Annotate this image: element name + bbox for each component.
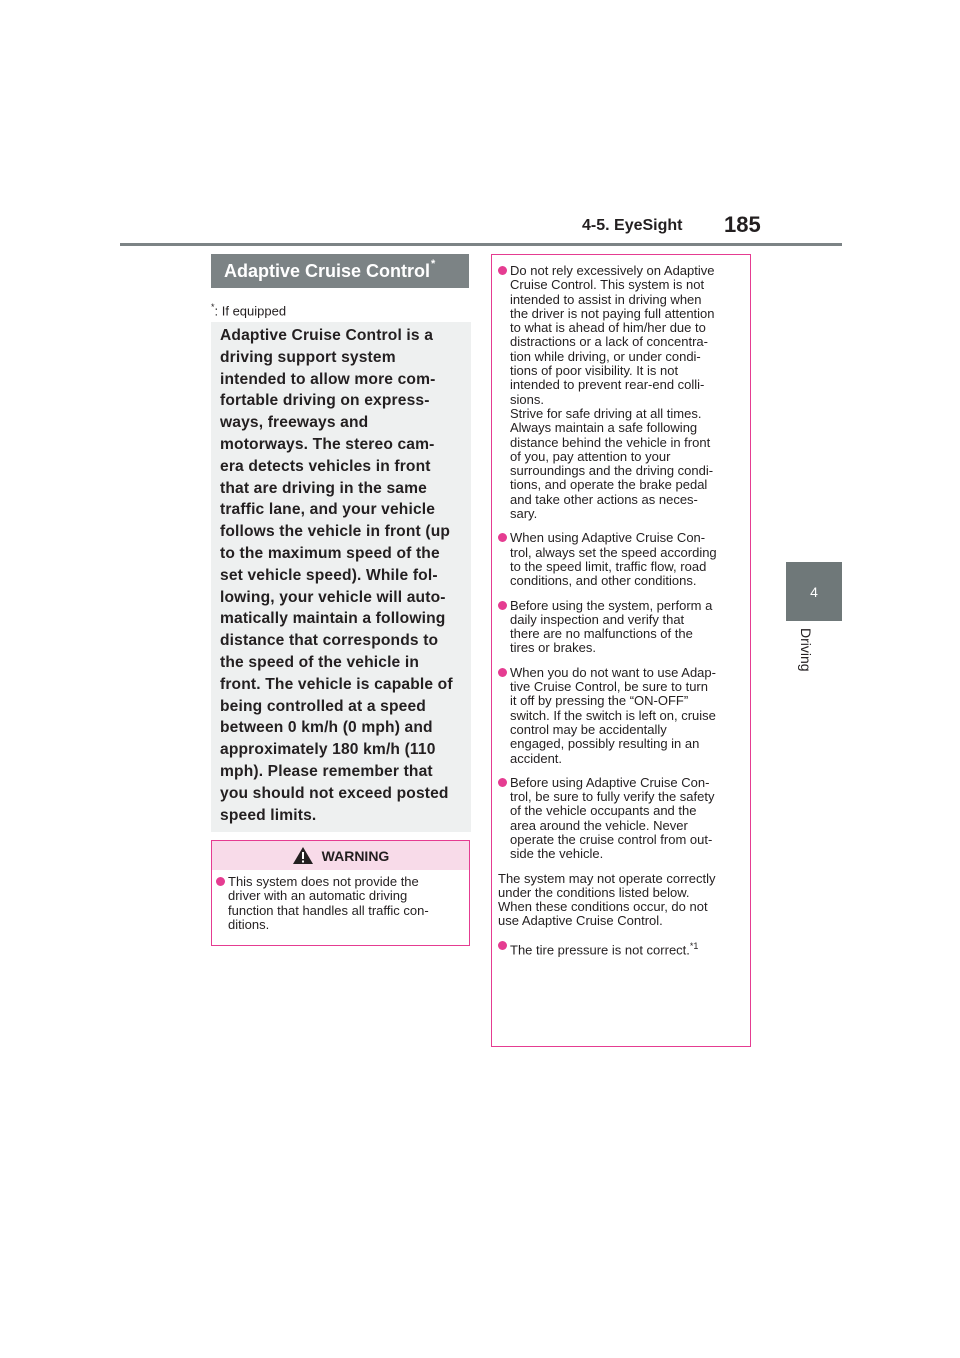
intro-line: era detects vehicles in front — [220, 457, 431, 475]
intro-line: that are driving in the same — [220, 479, 427, 497]
bullet-dot-icon — [216, 877, 225, 886]
condition-bullet-text — [510, 939, 698, 958]
caution-bullet — [498, 264, 744, 521]
warning-triangle-icon — [292, 846, 314, 865]
caution-bullet-text: Before using Adaptive Cruise Con- trol, be sure to fully verify the safety of the vehicle occupants and the area around the vehicle. Never operate the cruise control from out- side the vehicle. — [510, 774, 715, 862]
intro-line: lowing, your vehicle will auto- — [220, 588, 446, 606]
caution-bullet-text: Before using the system, perform a daily inspection and verify that there are no malfunctions of the tires or brakes. — [510, 597, 713, 656]
intro-line: to the maximum speed of the — [220, 544, 440, 562]
footnote-mark: * — [211, 302, 215, 312]
conditions-paragraph: The system may not operate correctly under the conditions listed below. When these conditions occur, do not use Adaptive Cruise Control. — [498, 870, 716, 929]
bullet-dot-icon — [498, 778, 507, 787]
section-title — [211, 254, 469, 288]
intro-line: follows the vehicle in front (up — [220, 523, 451, 541]
footnote — [211, 302, 286, 318]
intro-line: between 0 km/h (0 mph) and — [220, 719, 433, 737]
bullet-dot-icon — [498, 668, 507, 677]
section-title-mark: * — [431, 258, 436, 270]
chapter-label: Driving — [798, 628, 814, 672]
caution-bullet — [498, 666, 744, 766]
condition-note-link[interactable]: *1 — [689, 940, 699, 951]
intro-line: being controlled at a speed — [220, 697, 426, 715]
intro-line: you should not exceed posted — [220, 784, 449, 802]
caution-bullet — [498, 776, 744, 862]
intro-line: distance that corresponds to — [220, 632, 439, 650]
intro-line: ways, freeways and — [220, 414, 369, 432]
intro-line: Adaptive Cruise Control is a — [220, 327, 434, 344]
condition-text: The tire pressure is not correct. — [510, 942, 690, 958]
intro-line: intended to allow more com- — [220, 370, 436, 388]
page-header — [0, 0, 960, 250]
header-divider — [120, 243, 842, 246]
section-label: 4-5. EyeSight — [582, 217, 683, 234]
intro-line: approximately 180 km/h (110 — [220, 741, 436, 759]
bullet-dot-icon — [498, 941, 507, 950]
chapter-tab[interactable] — [786, 562, 842, 621]
section-title-text: Adaptive Cruise Control — [224, 260, 431, 281]
caution-bullet-text: When using Adaptive Cruise Con- trol, always set the speed according to the speed limit, traffic flow, road conditions, and other conditions. — [510, 530, 717, 589]
caution-bullet — [498, 599, 744, 656]
intro-line: matically maintain a following — [220, 610, 446, 628]
bullet-dot-icon — [498, 266, 507, 275]
bullet-dot-icon — [498, 601, 507, 610]
bullet-dot-icon — [498, 533, 507, 542]
intro-line: driving support system — [220, 348, 396, 366]
warning-box — [211, 840, 470, 946]
intro-line: speed limits. — [220, 806, 317, 824]
intro-line: traffic lane, and your vehicle — [220, 501, 436, 519]
caution-bullet-text: Do not rely excessively on Adaptive Cruise Control. This system is not intended to assist in driving when the driver is not paying full attention to what is ahead of him/her due to distractions or a lack of concentra- tion while driving, or under condi- tions of poor visibility. It is not intended to prevent rear-end colli- sions. Strive for safe driving at all times. Always maintain a safe following distance behind the vehicle in front of you, pay attention to your surroundings and the driving condi- tions, and operate the brake pedal and take other actions as neces- sary. — [510, 263, 715, 522]
warning-bullet-text: This system does not provide the driver with an automatic driving function that handles all traffic con- ditions. — [228, 874, 429, 932]
warning-title: WARNING — [321, 847, 390, 864]
intro-box — [211, 322, 471, 832]
intro-line: fortable driving on express- — [220, 392, 430, 410]
caution-box — [491, 254, 751, 1047]
intro-line: the speed of the vehicle in — [220, 653, 420, 671]
intro-line: motorways. The stereo cam- — [220, 435, 435, 453]
warning-bullet — [216, 875, 464, 932]
footnote-text: : If equipped — [214, 303, 287, 319]
intro-line: set vehicle speed). While fol- — [220, 566, 438, 584]
caution-bullet — [498, 531, 744, 588]
caution-bullet-text: When you do not want to use Adap- tive Cruise Control, be sure to turn it off by pressing the “ON-OFF” switch. If the switch is left on, cruise control may be accidentally engaged, possibly resulting in an accident. — [510, 664, 716, 766]
intro-line: mph). Please remember that — [220, 762, 433, 780]
page-number: 185 — [724, 212, 761, 237]
chapter-number: 4 — [810, 583, 818, 600]
warning-header — [212, 841, 469, 870]
condition-bullet — [498, 939, 744, 958]
intro-line: front. The vehicle is capable of — [220, 675, 453, 693]
